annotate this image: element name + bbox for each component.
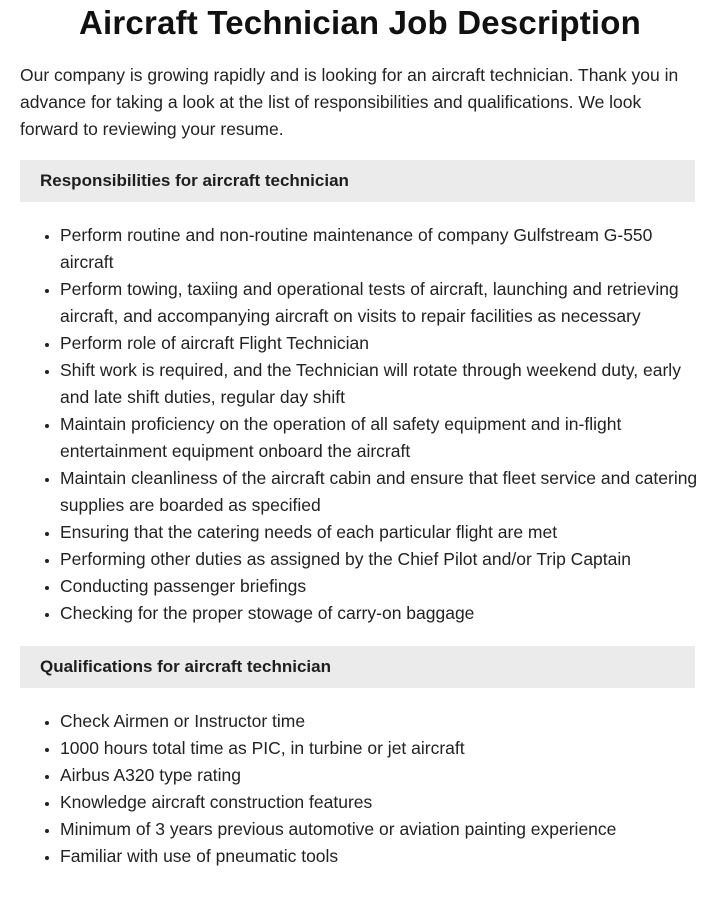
list-item: • Performing other duties as assigned by the Chief Pilot and/or Trip Captain: [60, 546, 700, 573]
list-item: • Ensuring that the catering needs of each particular flight are met: [60, 519, 700, 546]
list-item: • Perform towing, taxiing and operational tests of aircraft, launching and retrieving aircraft, and accompanying aircraft on visits to repair facilities as necessary: [60, 276, 700, 330]
list-item: • Maintain cleanliness of the aircraft cabin and ensure that fleet service and catering supplies are boarded as specified: [60, 465, 700, 519]
responsibilities-list: [20, 222, 700, 627]
qualifications-header: Qualifications for aircraft technician: [20, 646, 695, 688]
list-item: • Knowledge aircraft construction features: [60, 789, 700, 816]
list-item: • 1000 hours total time as PIC, in turbine or jet aircraft: [60, 735, 700, 762]
page-title: Aircraft Technician Job Description: [78, 4, 641, 41]
intro-paragraph: Our company is growing rapidly and is looking for an aircraft technician. Thank you in advance for taking a look at the list of responsibilities and qualifications. We look forward to reviewing your resume.: [20, 65, 679, 139]
qualifications-list: [20, 708, 700, 870]
responsibilities-header: Responsibilities for aircraft technician: [20, 160, 695, 202]
list-item: • Shift work is required, and the Technician will rotate through weekend duty, early and late shift duties, regular day shift: [60, 357, 700, 411]
list-item: • Perform role of aircraft Flight Technician: [60, 330, 700, 357]
list-item: • Perform routine and non-routine maintenance of company Gulfstream G-550 aircraft: [60, 222, 700, 276]
list-item: • Minimum of 3 years previous automotive or aviation painting experience: [60, 816, 700, 843]
list-item: • Maintain proficiency on the operation of all safety equipment and in-flight entertainment equipment onboard the aircraft: [60, 411, 700, 465]
list-item: • Checking for the proper stowage of carry-on baggage: [60, 600, 700, 627]
list-item: • Conducting passenger briefings: [60, 573, 700, 600]
list-item: • Familiar with use of pneumatic tools: [60, 843, 700, 870]
list-item: • Airbus A320 type rating: [60, 762, 700, 789]
list-item: • Check Airmen or Instructor time: [60, 708, 700, 735]
